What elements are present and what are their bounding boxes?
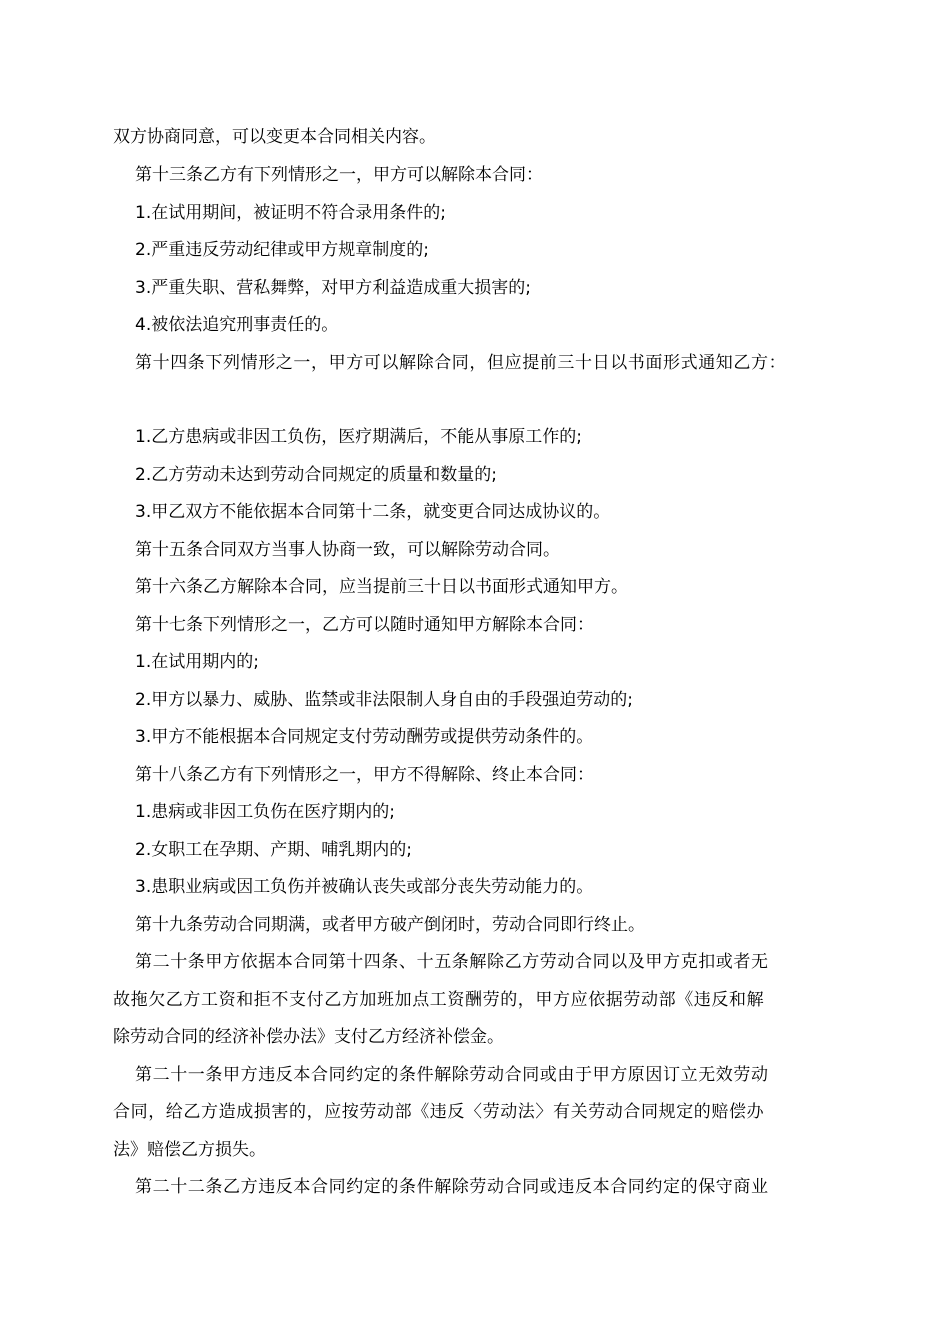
article-18-heading: 第十八条乙方有下列情形之一，甲方不得解除、终止本合同： [135, 765, 594, 785]
list-item: 1.患病或非因工负伤在医疗期内的; [135, 802, 395, 822]
list-item: 2.甲方以暴力、威胁、监禁或非法限制人身自由的手段强迫劳动的; [135, 690, 633, 710]
list-item: 3.甲乙双方不能依据本合同第十二条，就变更合同达成协议的。 [135, 502, 611, 522]
article-20-line-2: 故拖欠乙方工资和拒不支付乙方加班加点工资酬劳的，甲方应依据劳动部《违反和解 [113, 990, 765, 1010]
article-15: 第十五条合同双方当事人协商一致，可以解除劳动合同。 [135, 540, 560, 560]
article-14-heading: 第十四条下列情形之一，甲方可以解除合同，但应提前三十日以书面形式通知乙方： [135, 353, 787, 373]
article-22-line-1: 第二十二条乙方违反本合同约定的条件解除劳动合同或违反本合同约定的保守商业 [135, 1177, 769, 1197]
article-16: 第十六条乙方解除本合同，应当提前三十日以书面形式通知甲方。 [135, 577, 628, 597]
list-item: 1.在试用期间，被证明不符合录用条件的; [135, 203, 446, 223]
article-21-line-2: 合同，给乙方造成损害的，应按劳动部《违反〈劳动法〉有关劳动合同规定的赔偿办 [113, 1102, 765, 1122]
list-item: 2.女职工在孕期、产期、哺乳期内的; [135, 840, 412, 860]
article-21-line-3: 法》赔偿乙方损失。 [113, 1140, 266, 1160]
article-20-line-3: 除劳动合同的经济补偿办法》支付乙方经济补偿金。 [113, 1027, 504, 1047]
list-item: 3.患职业病或因工负伤并被确认丧失或部分丧失劳动能力的。 [135, 877, 594, 897]
article-13-heading: 第十三条乙方有下列情形之一，甲方可以解除本合同： [135, 165, 543, 185]
list-item: 1.乙方患病或非因工负伤，医疗期满后，不能从事原工作的; [135, 427, 582, 447]
article-21-line-1: 第二十一条甲方违反本合同约定的条件解除劳动合同或由于甲方原因订立无效劳动 [135, 1065, 769, 1085]
list-item: 3.甲方不能根据本合同规定支付劳动酬劳或提供劳动条件的。 [135, 727, 594, 747]
article-17-heading: 第十七条下列情形之一，乙方可以随时通知甲方解除本合同： [135, 615, 594, 635]
list-item: 2.严重违反劳动纪律或甲方规章制度的; [135, 240, 429, 260]
article-20-line-1: 第二十条甲方依据本合同第十四条、十五条解除乙方劳动合同以及甲方克扣或者无 [135, 952, 769, 972]
list-item: 3.严重失职、营私舞弊，对甲方利益造成重大损害的; [135, 278, 531, 298]
list-item: 1.在试用期内的; [135, 652, 259, 672]
list-item: 2.乙方劳动未达到劳动合同规定的质量和数量的; [135, 465, 497, 485]
paragraph-line: 双方协商同意，可以变更本合同相关内容。 [113, 127, 436, 147]
article-19: 第十九条劳动合同期满，或者甲方破产倒闭时，劳动合同即行终止。 [135, 915, 645, 935]
list-item: 4.被依法追究刑事责任的。 [135, 315, 339, 335]
